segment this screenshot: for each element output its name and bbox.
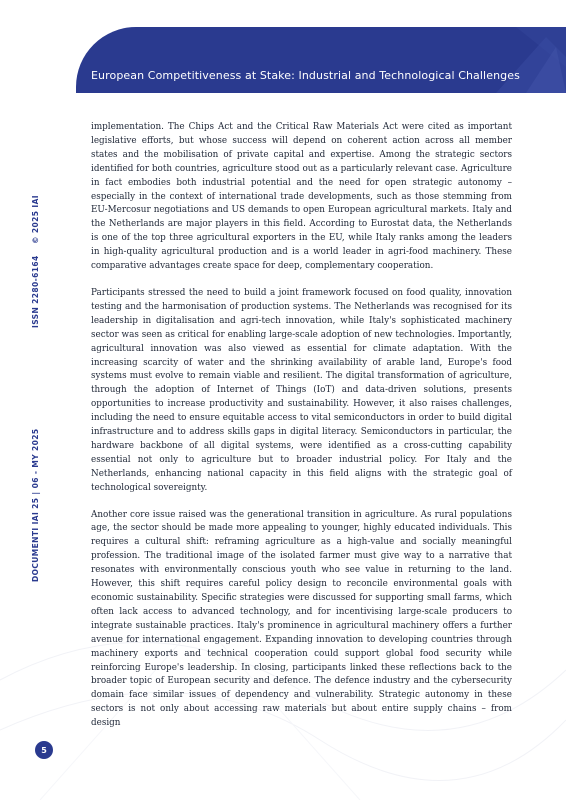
header-decoration-icon xyxy=(456,27,566,93)
sidebar-series: DOCUMENTI IAI 25 | 06 - MY 2025 xyxy=(31,428,40,582)
page-number: 5 xyxy=(35,741,53,759)
sidebar-issn: ISSN 2280-6164 xyxy=(31,255,40,328)
body-text xyxy=(91,121,512,744)
paragraph: implementation. The Chips Act and the Critical Raw Materials Act were cited as important legislative efforts, but whose success will depend on coherent action across all member states and the mobilisation of private capital and expertise. Among the strategic sectors identified for both countries, agriculture stood out as a particularly relevant case. Agriculture in fact embodies both industrial potential and the need for open strategic autonomy – especially in the context of international trade developments, such as those stemming from EU-Mercosur negotiations and US demands to open European agricultural markets. Italy and the Netherlands are major players in this field. According to Eurostat data, the Netherlands is one of the top three agricultural exporters in the EU, while Italy ranks among the leaders in high-quality agricultural production and is a world leader in agri-food machinery. These comparative advantages create space for deep, complementary cooperation. xyxy=(91,122,512,272)
sidebar-copyright: © 2025 IAI xyxy=(31,195,40,244)
paragraph: Another core issue raised was the generational transition in agriculture. As rural populations age, the sector should be made more appealing to younger, highly educated individuals. This requires a cultural shift: reframing agriculture as a high-value and socially meaningful profession. The traditional image of the isolated farmer must give way to a narrative that resonates with environmentally conscious youth who see value in returning to the land. However, this shift requires careful policy design to reconcile environmental goals with economic sustainability. Specific strategies were discussed for supporting small farms, which often lack access to advanced technology, and for incentivising large-scale producers to integrate sustainable practices. Italy's prominence in agricultural machinery offers a further avenue for international engagement. Expanding innovation to developing countries through machinery exports and technical cooperation could support global food security while reinforcing Europe's leadership. In closing, participants linked these reflections back to the broader topic of European security and defence. The defence industry and the cybersecurity domain face similar issues of dependency and vulnerability. Strategic autonomy in these sectors is not only about accessing raw materials but about entire supply chains – from design xyxy=(91,509,512,729)
paragraph: Participants stressed the need to build a joint framework focused on food quality, innovation testing and the harmonisation of production systems. The Netherlands was recognised for its leadership in digitalisation and agri-tech innovation, while Italy's sophisticated machinery sector was seen as critical for enabling large-scale adoption of new technologies. Importantly, agricultural innovation was also viewed as essential for climate adaptation. With the increasing scarcity of water and the shrinking availability of arable land, Europe's food systems must evolve to remain viable and resilient. The digital transformation of agriculture, through the adoption of Internet of Things (IoT) and data-driven solutions, presents opportunities to increase productivity and sustainability. However, it also raises challenges, including the need to ensure equitable access to vital semiconductors in order to build digital infrastructure and to address skills gaps in digital literacy. Semiconductors in particular, the hardware backbone of all digital systems, were identified as a cross-cutting capability essential not only to agriculture but to broader industrial policy. For Italy and the Netherlands, enhancing national capacity in this field aligns with the strategic goal of technological sovereignty. xyxy=(91,287,512,493)
header-band xyxy=(76,27,566,93)
running-header-title: European Competitiveness at Stake: Industrial and Technological Challenges xyxy=(91,69,520,82)
